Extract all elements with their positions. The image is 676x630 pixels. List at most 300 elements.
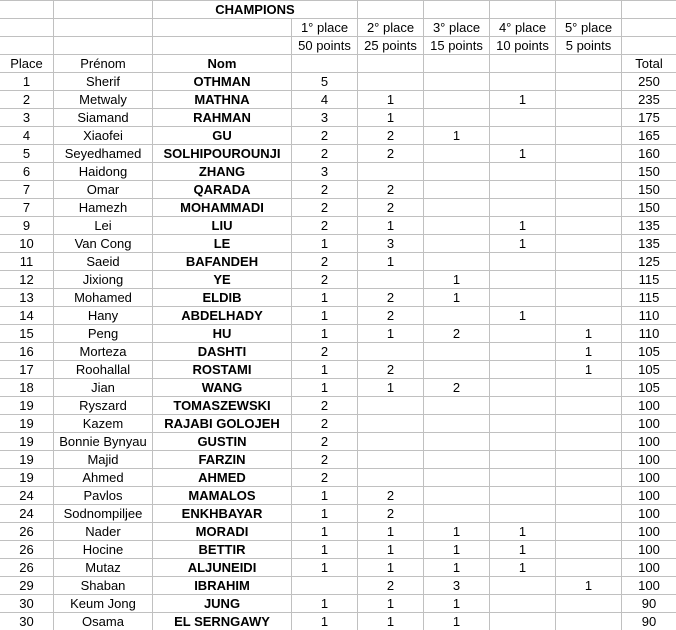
- cell-place-5[interactable]: [556, 595, 622, 613]
- cell-place-5[interactable]: [556, 253, 622, 271]
- cell-place-4[interactable]: 1: [490, 235, 556, 253]
- cell-place-2[interactable]: 1: [358, 253, 424, 271]
- cell-place-2[interactable]: [358, 451, 424, 469]
- cell-nom[interactable]: WANG: [153, 379, 292, 397]
- cell-place-3[interactable]: [424, 91, 490, 109]
- place-1-points[interactable]: 50 points: [292, 37, 358, 55]
- cell-nom[interactable]: LIU: [153, 217, 292, 235]
- cell-place-1[interactable]: 1: [292, 487, 358, 505]
- cell-place-5[interactable]: [556, 541, 622, 559]
- cell-prenom[interactable]: Lei: [54, 217, 153, 235]
- cell-prenom[interactable]: Majid: [54, 451, 153, 469]
- cell-place-1[interactable]: 5: [292, 73, 358, 91]
- cell-prenom[interactable]: Morteza: [54, 343, 153, 361]
- cell-place-5[interactable]: [556, 397, 622, 415]
- cell-place-1[interactable]: [292, 577, 358, 595]
- cell-prenom[interactable]: Roohallal: [54, 361, 153, 379]
- cell-place[interactable]: 30: [0, 613, 54, 630]
- cell-place[interactable]: 24: [0, 505, 54, 523]
- cell-prenom[interactable]: Van Cong: [54, 235, 153, 253]
- cell-place-5[interactable]: [556, 145, 622, 163]
- cell-total[interactable]: 100: [622, 577, 676, 595]
- cell-place[interactable]: 6: [0, 163, 54, 181]
- cell-place-1[interactable]: 2: [292, 181, 358, 199]
- cell-place-1[interactable]: 4: [292, 91, 358, 109]
- cell-prenom[interactable]: Haidong: [54, 163, 153, 181]
- cell-nom[interactable]: IBRAHIM: [153, 577, 292, 595]
- cell-total[interactable]: 160: [622, 145, 676, 163]
- cell-place-1[interactable]: 2: [292, 451, 358, 469]
- cell-place-4[interactable]: [490, 469, 556, 487]
- cell-total[interactable]: 105: [622, 361, 676, 379]
- cell-place-5[interactable]: 1: [556, 343, 622, 361]
- cell-prenom[interactable]: Hany: [54, 307, 153, 325]
- cell-place-5[interactable]: [556, 505, 622, 523]
- cell-place-4[interactable]: [490, 613, 556, 630]
- cell-prenom[interactable]: Pavlos: [54, 487, 153, 505]
- cell-nom[interactable]: HU: [153, 325, 292, 343]
- cell-nom[interactable]: RAHMAN: [153, 109, 292, 127]
- cell-place-2[interactable]: 1: [358, 91, 424, 109]
- cell-place-3[interactable]: [424, 433, 490, 451]
- cell-nom[interactable]: DASHTI: [153, 343, 292, 361]
- cell[interactable]: [424, 55, 490, 73]
- cell-place-2[interactable]: 3: [358, 235, 424, 253]
- cell-place-5[interactable]: 1: [556, 577, 622, 595]
- cell-place-3[interactable]: [424, 415, 490, 433]
- cell-place-2[interactable]: 1: [358, 595, 424, 613]
- cell[interactable]: [358, 1, 424, 19]
- cell-total[interactable]: 105: [622, 379, 676, 397]
- cell-place-3[interactable]: [424, 199, 490, 217]
- cell-place[interactable]: 30: [0, 595, 54, 613]
- cell-place-5[interactable]: [556, 181, 622, 199]
- cell-place[interactable]: 24: [0, 487, 54, 505]
- cell-prenom[interactable]: Sodnompiljee: [54, 505, 153, 523]
- cell-prenom[interactable]: Saeid: [54, 253, 153, 271]
- cell-prenom[interactable]: Bonnie Bynyau: [54, 433, 153, 451]
- cell-place-1[interactable]: 2: [292, 217, 358, 235]
- cell-place-5[interactable]: [556, 433, 622, 451]
- cell-nom[interactable]: BAFANDEH: [153, 253, 292, 271]
- cell-prenom[interactable]: Siamand: [54, 109, 153, 127]
- cell-place[interactable]: 7: [0, 181, 54, 199]
- cell-place-5[interactable]: [556, 73, 622, 91]
- cell-nom[interactable]: MATHNA: [153, 91, 292, 109]
- cell-place-4[interactable]: [490, 487, 556, 505]
- cell-place-4[interactable]: 1: [490, 523, 556, 541]
- cell-place-2[interactable]: 1: [358, 559, 424, 577]
- cell-place-3[interactable]: [424, 145, 490, 163]
- cell-place-1[interactable]: 2: [292, 127, 358, 145]
- cell[interactable]: [622, 37, 676, 55]
- cell-place-4[interactable]: [490, 181, 556, 199]
- cell-place-1[interactable]: 1: [292, 613, 358, 630]
- cell-place[interactable]: 26: [0, 559, 54, 577]
- cell-nom[interactable]: GUSTIN: [153, 433, 292, 451]
- cell[interactable]: [358, 55, 424, 73]
- cell-nom[interactable]: EL SERNGAWY: [153, 613, 292, 630]
- cell-place-4[interactable]: [490, 325, 556, 343]
- cell-prenom[interactable]: Omar: [54, 181, 153, 199]
- cell-place-5[interactable]: [556, 613, 622, 630]
- cell-prenom[interactable]: Seyedhamed: [54, 145, 153, 163]
- cell-place-1[interactable]: 1: [292, 361, 358, 379]
- place-3-points[interactable]: 15 points: [424, 37, 490, 55]
- cell-place-1[interactable]: 2: [292, 433, 358, 451]
- place-2-points[interactable]: 25 points: [358, 37, 424, 55]
- cell-place-5[interactable]: [556, 163, 622, 181]
- cell-place-5[interactable]: [556, 91, 622, 109]
- cell-place-5[interactable]: [556, 523, 622, 541]
- cell-place-4[interactable]: [490, 289, 556, 307]
- cell-place-3[interactable]: 1: [424, 289, 490, 307]
- cell-prenom[interactable]: Kazem: [54, 415, 153, 433]
- cell-place-4[interactable]: 1: [490, 217, 556, 235]
- cell[interactable]: [153, 19, 292, 37]
- cell-place[interactable]: 13: [0, 289, 54, 307]
- cell-nom[interactable]: BETTIR: [153, 541, 292, 559]
- cell-place-1[interactable]: 1: [292, 541, 358, 559]
- cell-place[interactable]: 17: [0, 361, 54, 379]
- place-4-points[interactable]: 10 points: [490, 37, 556, 55]
- cell-place[interactable]: 7: [0, 199, 54, 217]
- cell-place-4[interactable]: 1: [490, 559, 556, 577]
- cell-place-4[interactable]: [490, 577, 556, 595]
- cell-place[interactable]: 9: [0, 217, 54, 235]
- cell-place[interactable]: 19: [0, 433, 54, 451]
- cell-nom[interactable]: MOHAMMADI: [153, 199, 292, 217]
- cell-place-4[interactable]: [490, 505, 556, 523]
- cell-prenom[interactable]: Keum Jong: [54, 595, 153, 613]
- cell-total[interactable]: 100: [622, 487, 676, 505]
- cell-place-3[interactable]: 1: [424, 541, 490, 559]
- cell-place-5[interactable]: 1: [556, 361, 622, 379]
- cell-place[interactable]: 4: [0, 127, 54, 145]
- cell-place-4[interactable]: [490, 271, 556, 289]
- cell-total[interactable]: 135: [622, 235, 676, 253]
- cell-nom[interactable]: ZHANG: [153, 163, 292, 181]
- place-4-label[interactable]: 4° place: [490, 19, 556, 37]
- cell[interactable]: [54, 37, 153, 55]
- cell-place-1[interactable]: 1: [292, 235, 358, 253]
- cell-total[interactable]: 115: [622, 289, 676, 307]
- cell-prenom[interactable]: Ryszard: [54, 397, 153, 415]
- cell-place-3[interactable]: [424, 235, 490, 253]
- cell-place[interactable]: 14: [0, 307, 54, 325]
- cell-nom[interactable]: FARZIN: [153, 451, 292, 469]
- cell-total[interactable]: 250: [622, 73, 676, 91]
- cell-place-3[interactable]: [424, 505, 490, 523]
- cell-place-2[interactable]: [358, 433, 424, 451]
- sheet-title[interactable]: CHAMPIONS: [153, 1, 358, 19]
- cell-place[interactable]: 19: [0, 397, 54, 415]
- cell-total[interactable]: 115: [622, 271, 676, 289]
- cell-place-3[interactable]: 1: [424, 559, 490, 577]
- place-2-label[interactable]: 2° place: [358, 19, 424, 37]
- place-1-label[interactable]: 1° place: [292, 19, 358, 37]
- cell-place-3[interactable]: 3: [424, 577, 490, 595]
- cell-place[interactable]: 19: [0, 415, 54, 433]
- cell-total[interactable]: 175: [622, 109, 676, 127]
- cell-nom[interactable]: ABDELHADY: [153, 307, 292, 325]
- cell-nom[interactable]: ELDIB: [153, 289, 292, 307]
- cell-place-4[interactable]: [490, 343, 556, 361]
- cell-prenom[interactable]: Nader: [54, 523, 153, 541]
- cell-place[interactable]: 29: [0, 577, 54, 595]
- header-prenom[interactable]: Prénom: [54, 55, 153, 73]
- cell-place-5[interactable]: [556, 289, 622, 307]
- cell-prenom[interactable]: Peng: [54, 325, 153, 343]
- cell-place-2[interactable]: [358, 271, 424, 289]
- cell-place-3[interactable]: 1: [424, 613, 490, 630]
- cell-place-4[interactable]: 1: [490, 541, 556, 559]
- cell-place-3[interactable]: 2: [424, 379, 490, 397]
- cell-place-3[interactable]: [424, 73, 490, 91]
- cell[interactable]: [556, 55, 622, 73]
- cell-place-3[interactable]: 1: [424, 271, 490, 289]
- cell[interactable]: [556, 1, 622, 19]
- cell-place-3[interactable]: [424, 343, 490, 361]
- cell-nom[interactable]: LE: [153, 235, 292, 253]
- cell-nom[interactable]: ALJUNEIDI: [153, 559, 292, 577]
- cell-total[interactable]: 100: [622, 469, 676, 487]
- cell[interactable]: [153, 37, 292, 55]
- cell-place-1[interactable]: 2: [292, 253, 358, 271]
- cell-place[interactable]: 5: [0, 145, 54, 163]
- cell-place-2[interactable]: 1: [358, 325, 424, 343]
- cell-place-3[interactable]: 1: [424, 595, 490, 613]
- cell-place-2[interactable]: 2: [358, 145, 424, 163]
- cell-total[interactable]: 100: [622, 451, 676, 469]
- cell-place[interactable]: 11: [0, 253, 54, 271]
- cell-nom[interactable]: JUNG: [153, 595, 292, 613]
- cell-place-5[interactable]: [556, 127, 622, 145]
- cell-place[interactable]: 1: [0, 73, 54, 91]
- cell-prenom[interactable]: Osama: [54, 613, 153, 630]
- cell-place-5[interactable]: [556, 109, 622, 127]
- cell-place-3[interactable]: 1: [424, 523, 490, 541]
- cell-prenom[interactable]: Jixiong: [54, 271, 153, 289]
- cell-place-5[interactable]: [556, 469, 622, 487]
- cell-prenom[interactable]: Metwaly: [54, 91, 153, 109]
- cell-place-2[interactable]: 2: [358, 289, 424, 307]
- cell-prenom[interactable]: Shaban: [54, 577, 153, 595]
- cell-place-3[interactable]: [424, 163, 490, 181]
- cell-place-2[interactable]: [358, 343, 424, 361]
- cell-place[interactable]: 19: [0, 469, 54, 487]
- header-nom[interactable]: Nom: [153, 55, 292, 73]
- cell-place-1[interactable]: 2: [292, 415, 358, 433]
- cell[interactable]: [54, 19, 153, 37]
- place-5-points[interactable]: 5 points: [556, 37, 622, 55]
- cell[interactable]: [292, 55, 358, 73]
- cell-total[interactable]: 100: [622, 433, 676, 451]
- cell-nom[interactable]: ENKHBAYAR: [153, 505, 292, 523]
- cell-total[interactable]: 90: [622, 613, 676, 630]
- cell-total[interactable]: 165: [622, 127, 676, 145]
- cell-place-2[interactable]: [358, 415, 424, 433]
- cell-place-2[interactable]: 1: [358, 217, 424, 235]
- cell-total[interactable]: 110: [622, 307, 676, 325]
- cell-place-4[interactable]: [490, 595, 556, 613]
- cell-place-5[interactable]: [556, 379, 622, 397]
- cell-place-5[interactable]: [556, 199, 622, 217]
- cell-place[interactable]: 26: [0, 541, 54, 559]
- header-total[interactable]: Total: [622, 55, 676, 73]
- cell[interactable]: [0, 19, 54, 37]
- cell-place-4[interactable]: 1: [490, 145, 556, 163]
- cell-place-2[interactable]: 2: [358, 127, 424, 145]
- cell-total[interactable]: 150: [622, 163, 676, 181]
- cell-place-2[interactable]: 2: [358, 181, 424, 199]
- cell-place-3[interactable]: [424, 181, 490, 199]
- cell-prenom[interactable]: Mohamed: [54, 289, 153, 307]
- cell-place[interactable]: 19: [0, 451, 54, 469]
- cell-place-1[interactable]: 1: [292, 523, 358, 541]
- cell-place-2[interactable]: [358, 163, 424, 181]
- cell-place-3[interactable]: [424, 451, 490, 469]
- cell-place-2[interactable]: 2: [358, 199, 424, 217]
- cell-total[interactable]: 100: [622, 505, 676, 523]
- cell-place-3[interactable]: [424, 307, 490, 325]
- cell-place-1[interactable]: 3: [292, 163, 358, 181]
- cell-nom[interactable]: ROSTAMI: [153, 361, 292, 379]
- cell-place-4[interactable]: [490, 433, 556, 451]
- cell-place[interactable]: 26: [0, 523, 54, 541]
- cell-nom[interactable]: AHMED: [153, 469, 292, 487]
- cell-place-1[interactable]: 2: [292, 397, 358, 415]
- cell-place-5[interactable]: [556, 271, 622, 289]
- cell-nom[interactable]: YE: [153, 271, 292, 289]
- cell-place-2[interactable]: 1: [358, 523, 424, 541]
- cell-nom[interactable]: TOMASZEWSKI: [153, 397, 292, 415]
- cell-place-5[interactable]: [556, 415, 622, 433]
- cell-place[interactable]: 16: [0, 343, 54, 361]
- cell-prenom[interactable]: Hamezh: [54, 199, 153, 217]
- cell[interactable]: [0, 1, 54, 19]
- cell-total[interactable]: 125: [622, 253, 676, 271]
- cell[interactable]: [490, 55, 556, 73]
- cell-place[interactable]: 10: [0, 235, 54, 253]
- cell[interactable]: [622, 1, 676, 19]
- cell[interactable]: [54, 1, 153, 19]
- cell-total[interactable]: 235: [622, 91, 676, 109]
- cell-nom[interactable]: SOLHIPOUROUNJI: [153, 145, 292, 163]
- cell-place-2[interactable]: 1: [358, 109, 424, 127]
- cell-place-4[interactable]: 1: [490, 307, 556, 325]
- cell-total[interactable]: 100: [622, 415, 676, 433]
- cell-nom[interactable]: RAJABI GOLOJEH: [153, 415, 292, 433]
- cell-place-1[interactable]: 2: [292, 199, 358, 217]
- cell-place-1[interactable]: 2: [292, 469, 358, 487]
- cell-nom[interactable]: OTHMAN: [153, 73, 292, 91]
- cell-prenom[interactable]: Ahmed: [54, 469, 153, 487]
- cell-place[interactable]: 3: [0, 109, 54, 127]
- cell-place-5[interactable]: [556, 487, 622, 505]
- cell-prenom[interactable]: Xiaofei: [54, 127, 153, 145]
- cell-place-3[interactable]: 2: [424, 325, 490, 343]
- cell-place-2[interactable]: 2: [358, 307, 424, 325]
- cell-total[interactable]: 90: [622, 595, 676, 613]
- cell-place-4[interactable]: [490, 415, 556, 433]
- cell-total[interactable]: 150: [622, 199, 676, 217]
- cell-place-4[interactable]: [490, 109, 556, 127]
- cell-place[interactable]: 15: [0, 325, 54, 343]
- cell-total[interactable]: 100: [622, 523, 676, 541]
- cell-place-1[interactable]: 2: [292, 271, 358, 289]
- cell-total[interactable]: 105: [622, 343, 676, 361]
- cell-place-4[interactable]: [490, 163, 556, 181]
- cell-place-2[interactable]: 1: [358, 541, 424, 559]
- cell-place-4[interactable]: [490, 379, 556, 397]
- cell-place-1[interactable]: 1: [292, 559, 358, 577]
- cell-place-1[interactable]: 1: [292, 289, 358, 307]
- cell-place[interactable]: 2: [0, 91, 54, 109]
- cell-place-4[interactable]: [490, 361, 556, 379]
- cell-place-1[interactable]: 1: [292, 379, 358, 397]
- cell-place-1[interactable]: 1: [292, 307, 358, 325]
- cell-place-4[interactable]: [490, 199, 556, 217]
- cell-place-4[interactable]: 1: [490, 91, 556, 109]
- cell-place-1[interactable]: 2: [292, 343, 358, 361]
- cell-prenom[interactable]: Jian: [54, 379, 153, 397]
- cell-place-1[interactable]: 1: [292, 325, 358, 343]
- cell-place-2[interactable]: [358, 73, 424, 91]
- cell[interactable]: [424, 1, 490, 19]
- cell-place-1[interactable]: 1: [292, 505, 358, 523]
- cell-prenom[interactable]: Sherif: [54, 73, 153, 91]
- cell-place-3[interactable]: [424, 487, 490, 505]
- cell-prenom[interactable]: Hocine: [54, 541, 153, 559]
- cell-place-4[interactable]: [490, 253, 556, 271]
- cell-total[interactable]: 100: [622, 559, 676, 577]
- cell-nom[interactable]: GU: [153, 127, 292, 145]
- cell-place-5[interactable]: 1: [556, 325, 622, 343]
- cell-prenom[interactable]: Mutaz: [54, 559, 153, 577]
- cell-place-3[interactable]: [424, 217, 490, 235]
- cell[interactable]: [0, 37, 54, 55]
- cell-place[interactable]: 12: [0, 271, 54, 289]
- cell-total[interactable]: 110: [622, 325, 676, 343]
- cell-place-3[interactable]: [424, 109, 490, 127]
- place-3-label[interactable]: 3° place: [424, 19, 490, 37]
- cell-place[interactable]: 18: [0, 379, 54, 397]
- cell-place-5[interactable]: [556, 217, 622, 235]
- cell-place-2[interactable]: [358, 397, 424, 415]
- cell-place-3[interactable]: [424, 397, 490, 415]
- cell-place-2[interactable]: [358, 469, 424, 487]
- cell-place-4[interactable]: [490, 127, 556, 145]
- cell-place-2[interactable]: 1: [358, 379, 424, 397]
- header-place[interactable]: Place: [0, 55, 54, 73]
- cell-total[interactable]: 135: [622, 217, 676, 235]
- cell-place-1[interactable]: 1: [292, 595, 358, 613]
- cell-place-5[interactable]: [556, 559, 622, 577]
- cell-place-4[interactable]: [490, 451, 556, 469]
- cell-place-1[interactable]: 3: [292, 109, 358, 127]
- cell[interactable]: [622, 19, 676, 37]
- cell-nom[interactable]: MORADI: [153, 523, 292, 541]
- cell-place-5[interactable]: [556, 307, 622, 325]
- cell-nom[interactable]: QARADA: [153, 181, 292, 199]
- cell-total[interactable]: 150: [622, 181, 676, 199]
- cell-total[interactable]: 100: [622, 397, 676, 415]
- cell-place-5[interactable]: [556, 235, 622, 253]
- cell-place-1[interactable]: 2: [292, 145, 358, 163]
- cell-place-2[interactable]: 2: [358, 577, 424, 595]
- cell-total[interactable]: 100: [622, 541, 676, 559]
